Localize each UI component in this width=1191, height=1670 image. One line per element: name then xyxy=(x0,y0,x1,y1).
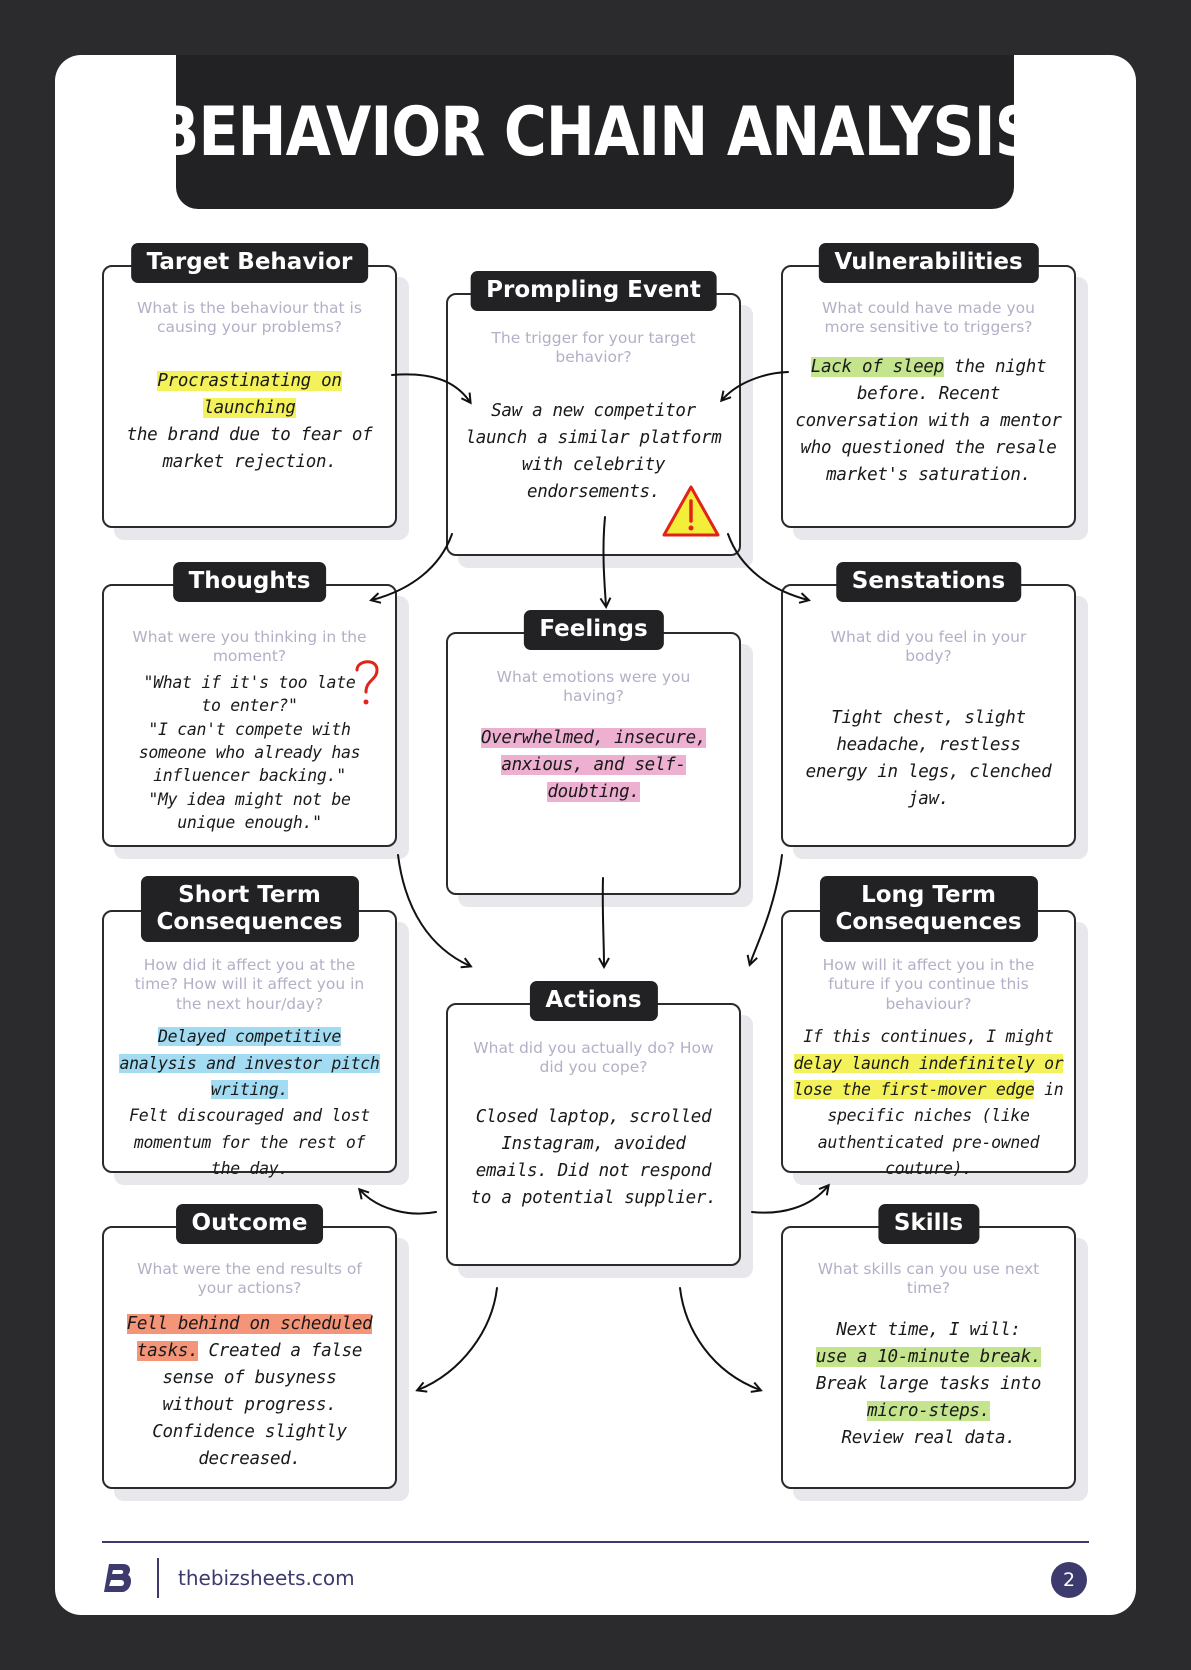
card-answer xyxy=(448,725,739,806)
card-label: Outcome xyxy=(176,1204,324,1244)
card-short-term-consequences xyxy=(102,882,397,1179)
highlight: micro-steps. xyxy=(867,1401,990,1422)
card-answer xyxy=(783,354,1074,490)
card-label: Skills xyxy=(878,1204,979,1244)
card-label xyxy=(140,876,358,942)
card-skills xyxy=(781,1210,1076,1489)
highlight: Delayed competitive analysis and investor pitch writing. xyxy=(119,1027,380,1099)
page-title: BEHAVIOR CHAIN ANALYSIS xyxy=(154,92,1036,172)
card-question: How will it affect you in the future if you continue this behaviour? xyxy=(822,956,1035,1013)
card-question: What were you thinking in the moment? xyxy=(132,628,367,666)
card-label: Senstations xyxy=(836,562,1022,602)
answer-text: If this continues, I might xyxy=(803,1027,1054,1047)
card-question: What emotions were you having? xyxy=(496,668,691,706)
card-answer xyxy=(104,368,395,477)
answer-text: Next time, I will: xyxy=(836,1319,1021,1340)
card-question: What could have made you more sensitive to triggers? xyxy=(822,299,1035,337)
warning-icon xyxy=(660,483,722,539)
highlight: Procrastinating on launching xyxy=(157,370,342,418)
card-outcome xyxy=(102,1210,397,1489)
card-answer: Tight chest, slight headache, restless energy in legs, clenched jaw. xyxy=(805,707,1052,810)
card-sensations xyxy=(781,568,1076,847)
answer-text: in specific niches (like authenticated pre-owned couture). xyxy=(817,1079,1064,1179)
answer-text: the brand due to fear of market rejection. xyxy=(126,425,373,473)
card-question: What did you actually do? How did you cope? xyxy=(473,1039,714,1077)
question-mark-icon xyxy=(352,656,382,708)
card-answer xyxy=(783,1024,1074,1182)
card-label: Target Behavior xyxy=(131,243,369,283)
footer-divider xyxy=(102,1541,1089,1543)
thought-quote: "What if it's too late to enter?" xyxy=(143,672,356,716)
card-question: What were the end results of your actions? xyxy=(137,1260,362,1298)
card-answer: Closed laptop, scrolled Instagram, avoided emails. Did not respond to a potential supplier. xyxy=(470,1106,717,1209)
card-question: How did it affect you at the time? How will it affect you in the next hour/day? xyxy=(134,956,365,1013)
label-line: Consequences xyxy=(835,909,1022,936)
page-number-badge: 2 xyxy=(1051,1562,1087,1598)
card-long-term-consequences xyxy=(781,882,1076,1179)
answer-text: the night before. Recent conversation with a mentor who questioned the resale market's saturation. xyxy=(795,356,1062,486)
card-answer xyxy=(104,1311,395,1474)
highlight: Fell behind on scheduled tasks. xyxy=(126,1313,373,1361)
card-question: What skills can you use next time? xyxy=(817,1260,1040,1298)
card-thoughts xyxy=(102,568,397,847)
card-prompting-event xyxy=(446,277,741,556)
card-label xyxy=(819,876,1037,942)
card-answer xyxy=(783,1317,1074,1453)
highlight: delay launch indefinitely or lose the first-mover edge xyxy=(793,1053,1064,1099)
card-question: What is the behaviour that is causing your problems? xyxy=(137,299,362,337)
answer-text: Felt discouraged and lost momentum for the rest of the day. xyxy=(129,1106,370,1179)
card-label: Prompling Event xyxy=(470,271,717,311)
card-label: Feelings xyxy=(523,610,663,650)
card-label: Actions xyxy=(529,981,657,1021)
label-line: Long Term xyxy=(861,882,996,908)
highlight: anxious, and self-doubting. xyxy=(501,754,686,802)
footer-website-link[interactable]: thebizsheets.com xyxy=(178,1566,355,1590)
card-answer: Saw a new competitor launch a similar platform with celebrity endorsements. xyxy=(465,400,722,503)
footer-separator xyxy=(157,1558,159,1598)
title-banner xyxy=(154,55,1036,209)
highlight: use a 10-minute break. xyxy=(815,1346,1042,1367)
highlight: Overwhelmed, insecure, xyxy=(480,727,707,748)
card-vulnerabilities xyxy=(781,249,1076,528)
thought-quote: "My idea might not be unique enough." xyxy=(148,789,351,833)
label-line: Consequences xyxy=(156,909,343,936)
label-line: Short Term xyxy=(178,882,321,908)
thought-quote: "I can't compete with someone who already has influencer backing." xyxy=(138,719,361,786)
card-question: The trigger for your target behavior? xyxy=(491,329,696,367)
card-target-behavior xyxy=(102,249,397,528)
card-label: Thoughts xyxy=(173,562,327,602)
answer-text: Break large tasks into xyxy=(815,1374,1042,1394)
highlight: Lack of sleep xyxy=(810,356,944,377)
card-label: Vulnerabilities xyxy=(818,243,1038,283)
brand-logo-icon xyxy=(101,1560,137,1596)
card-answer xyxy=(104,1024,395,1182)
card-question: What did you feel in your body? xyxy=(830,628,1027,666)
card-feelings xyxy=(446,616,741,895)
answer-text: Review real data. xyxy=(841,1428,1016,1449)
card-actions xyxy=(446,987,741,1266)
answer-text: Created a false sense of busyness without progress. Confidence slightly decreased. xyxy=(152,1340,363,1470)
